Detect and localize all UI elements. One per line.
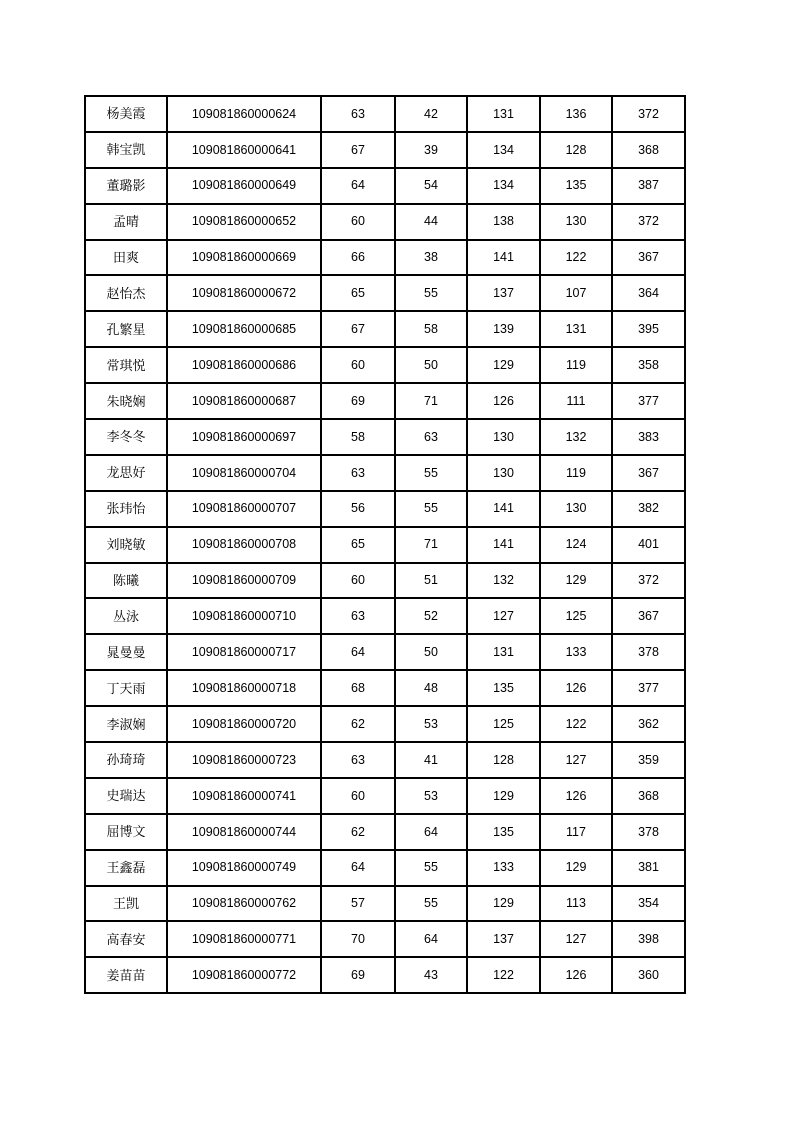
- total-score-cell: 360: [612, 957, 685, 993]
- name-cell: 丛泳: [85, 598, 167, 634]
- score-1-cell: 63: [321, 598, 395, 634]
- table-row: [85, 383, 685, 419]
- score-4-cell: 122: [540, 240, 612, 276]
- score-4-cell: 127: [540, 921, 612, 957]
- total-score-cell: 377: [612, 383, 685, 419]
- score-4-cell: 136: [540, 96, 612, 132]
- score-2-cell: 44: [395, 204, 467, 240]
- name-cell: 李淑娴: [85, 706, 167, 742]
- total-score-cell: 368: [612, 132, 685, 168]
- candidate-id-cell: 109081860000741: [167, 778, 321, 814]
- total-score-cell: 382: [612, 491, 685, 527]
- candidate-id-cell: 109081860000720: [167, 706, 321, 742]
- score-4-cell: 126: [540, 670, 612, 706]
- total-score-cell: 367: [612, 598, 685, 634]
- total-score-cell: 383: [612, 419, 685, 455]
- score-1-cell: 63: [321, 742, 395, 778]
- name-cell: 杨美霞: [85, 96, 167, 132]
- score-1-cell: 57: [321, 886, 395, 922]
- score-4-cell: 124: [540, 527, 612, 563]
- score-2-cell: 50: [395, 347, 467, 383]
- table-row: [85, 921, 685, 957]
- score-1-cell: 64: [321, 850, 395, 886]
- total-score-cell: 372: [612, 204, 685, 240]
- score-3-cell: 137: [467, 275, 540, 311]
- name-cell: 孟晴: [85, 204, 167, 240]
- name-cell: 王凯: [85, 886, 167, 922]
- candidate-id-cell: 109081860000772: [167, 957, 321, 993]
- score-4-cell: 130: [540, 204, 612, 240]
- name-cell: 赵怡杰: [85, 275, 167, 311]
- candidate-id-cell: 109081860000710: [167, 598, 321, 634]
- score-2-cell: 51: [395, 563, 467, 599]
- score-3-cell: 135: [467, 670, 540, 706]
- score-1-cell: 64: [321, 168, 395, 204]
- score-3-cell: 125: [467, 706, 540, 742]
- score-2-cell: 52: [395, 598, 467, 634]
- total-score-cell: 364: [612, 275, 685, 311]
- name-cell: 晁曼曼: [85, 634, 167, 670]
- score-2-cell: 38: [395, 240, 467, 276]
- table-body: [85, 96, 685, 993]
- total-score-cell: 367: [612, 240, 685, 276]
- name-cell: 田爽: [85, 240, 167, 276]
- score-4-cell: 107: [540, 275, 612, 311]
- table-row: [85, 311, 685, 347]
- name-cell: 张玮怡: [85, 491, 167, 527]
- score-4-cell: 129: [540, 850, 612, 886]
- name-cell: 丁天雨: [85, 670, 167, 706]
- total-score-cell: 381: [612, 850, 685, 886]
- name-cell: 孙琦琦: [85, 742, 167, 778]
- candidate-id-cell: 109081860000708: [167, 527, 321, 563]
- score-2-cell: 71: [395, 383, 467, 419]
- score-4-cell: 119: [540, 347, 612, 383]
- score-4-cell: 129: [540, 563, 612, 599]
- total-score-cell: 395: [612, 311, 685, 347]
- score-1-cell: 67: [321, 132, 395, 168]
- score-3-cell: 141: [467, 240, 540, 276]
- score-1-cell: 62: [321, 706, 395, 742]
- name-cell: 史瑞达: [85, 778, 167, 814]
- name-cell: 李冬冬: [85, 419, 167, 455]
- table-row: [85, 96, 685, 132]
- score-3-cell: 127: [467, 598, 540, 634]
- score-1-cell: 67: [321, 311, 395, 347]
- score-3-cell: 129: [467, 886, 540, 922]
- score-3-cell: 122: [467, 957, 540, 993]
- name-cell: 董璐影: [85, 168, 167, 204]
- score-2-cell: 42: [395, 96, 467, 132]
- name-cell: 常琪悦: [85, 347, 167, 383]
- table-row: [85, 347, 685, 383]
- table-row: [85, 598, 685, 634]
- score-1-cell: 68: [321, 670, 395, 706]
- total-score-cell: 377: [612, 670, 685, 706]
- name-cell: 王鑫磊: [85, 850, 167, 886]
- score-1-cell: 63: [321, 96, 395, 132]
- score-3-cell: 133: [467, 850, 540, 886]
- table-row: [85, 706, 685, 742]
- candidate-id-cell: 109081860000718: [167, 670, 321, 706]
- score-2-cell: 48: [395, 670, 467, 706]
- candidate-id-cell: 109081860000652: [167, 204, 321, 240]
- candidate-id-cell: 109081860000744: [167, 814, 321, 850]
- score-3-cell: 134: [467, 132, 540, 168]
- table-row: [85, 670, 685, 706]
- score-2-cell: 41: [395, 742, 467, 778]
- score-1-cell: 56: [321, 491, 395, 527]
- score-4-cell: 132: [540, 419, 612, 455]
- score-4-cell: 119: [540, 455, 612, 491]
- table-row: [85, 778, 685, 814]
- candidate-id-cell: 109081860000723: [167, 742, 321, 778]
- score-4-cell: 126: [540, 778, 612, 814]
- score-4-cell: 111: [540, 383, 612, 419]
- name-cell: 朱晓娴: [85, 383, 167, 419]
- score-3-cell: 131: [467, 634, 540, 670]
- table-row: [85, 850, 685, 886]
- score-3-cell: 131: [467, 96, 540, 132]
- score-2-cell: 55: [395, 491, 467, 527]
- score-3-cell: 139: [467, 311, 540, 347]
- table-row: [85, 240, 685, 276]
- score-1-cell: 58: [321, 419, 395, 455]
- score-2-cell: 50: [395, 634, 467, 670]
- score-1-cell: 60: [321, 563, 395, 599]
- name-cell: 刘晓敏: [85, 527, 167, 563]
- candidate-id-cell: 109081860000686: [167, 347, 321, 383]
- candidate-id-cell: 109081860000762: [167, 886, 321, 922]
- table-row: [85, 455, 685, 491]
- score-1-cell: 62: [321, 814, 395, 850]
- candidate-id-cell: 109081860000672: [167, 275, 321, 311]
- name-cell: 高春安: [85, 921, 167, 957]
- name-cell: 韩宝凯: [85, 132, 167, 168]
- score-3-cell: 126: [467, 383, 540, 419]
- candidate-id-cell: 109081860000669: [167, 240, 321, 276]
- score-3-cell: 134: [467, 168, 540, 204]
- table-row: [85, 132, 685, 168]
- score-3-cell: 129: [467, 778, 540, 814]
- table-row: [85, 886, 685, 922]
- score-3-cell: 137: [467, 921, 540, 957]
- candidate-id-cell: 109081860000649: [167, 168, 321, 204]
- table-row: [85, 275, 685, 311]
- score-2-cell: 53: [395, 706, 467, 742]
- score-3-cell: 132: [467, 563, 540, 599]
- score-2-cell: 55: [395, 886, 467, 922]
- total-score-cell: 401: [612, 527, 685, 563]
- name-cell: 陈曦: [85, 563, 167, 599]
- score-4-cell: 126: [540, 957, 612, 993]
- candidate-id-cell: 109081860000709: [167, 563, 321, 599]
- total-score-cell: 398: [612, 921, 685, 957]
- score-3-cell: 130: [467, 455, 540, 491]
- name-cell: 屈博文: [85, 814, 167, 850]
- name-cell: 孔繁星: [85, 311, 167, 347]
- score-4-cell: 128: [540, 132, 612, 168]
- candidate-id-cell: 109081860000685: [167, 311, 321, 347]
- score-1-cell: 66: [321, 240, 395, 276]
- score-2-cell: 53: [395, 778, 467, 814]
- score-1-cell: 69: [321, 957, 395, 993]
- score-2-cell: 64: [395, 814, 467, 850]
- table-row: [85, 742, 685, 778]
- score-4-cell: 117: [540, 814, 612, 850]
- table-row: [85, 814, 685, 850]
- name-cell: 龙思好: [85, 455, 167, 491]
- score-2-cell: 54: [395, 168, 467, 204]
- score-2-cell: 55: [395, 850, 467, 886]
- score-1-cell: 65: [321, 275, 395, 311]
- candidate-id-cell: 109081860000749: [167, 850, 321, 886]
- score-2-cell: 55: [395, 455, 467, 491]
- score-1-cell: 60: [321, 778, 395, 814]
- score-4-cell: 133: [540, 634, 612, 670]
- score-2-cell: 63: [395, 419, 467, 455]
- total-score-cell: 378: [612, 634, 685, 670]
- score-2-cell: 43: [395, 957, 467, 993]
- score-1-cell: 69: [321, 383, 395, 419]
- total-score-cell: 372: [612, 96, 685, 132]
- score-3-cell: 130: [467, 419, 540, 455]
- score-2-cell: 71: [395, 527, 467, 563]
- score-4-cell: 127: [540, 742, 612, 778]
- candidate-id-cell: 109081860000771: [167, 921, 321, 957]
- score-4-cell: 130: [540, 491, 612, 527]
- score-3-cell: 128: [467, 742, 540, 778]
- total-score-cell: 359: [612, 742, 685, 778]
- score-2-cell: 64: [395, 921, 467, 957]
- candidate-id-cell: 109081860000624: [167, 96, 321, 132]
- score-1-cell: 64: [321, 634, 395, 670]
- score-4-cell: 122: [540, 706, 612, 742]
- score-1-cell: 60: [321, 204, 395, 240]
- score-1-cell: 70: [321, 921, 395, 957]
- candidate-id-cell: 109081860000641: [167, 132, 321, 168]
- name-cell: 姜苗苗: [85, 957, 167, 993]
- total-score-cell: 378: [612, 814, 685, 850]
- score-2-cell: 58: [395, 311, 467, 347]
- score-2-cell: 55: [395, 275, 467, 311]
- table-row: [85, 957, 685, 993]
- candidate-id-cell: 109081860000687: [167, 383, 321, 419]
- table-row: [85, 419, 685, 455]
- score-3-cell: 138: [467, 204, 540, 240]
- table-row: [85, 527, 685, 563]
- candidate-id-cell: 109081860000697: [167, 419, 321, 455]
- table-row: [85, 204, 685, 240]
- table-row: [85, 491, 685, 527]
- score-3-cell: 141: [467, 491, 540, 527]
- total-score-cell: 354: [612, 886, 685, 922]
- total-score-cell: 367: [612, 455, 685, 491]
- total-score-cell: 362: [612, 706, 685, 742]
- scores-table: [84, 95, 686, 994]
- score-3-cell: 129: [467, 347, 540, 383]
- candidate-id-cell: 109081860000717: [167, 634, 321, 670]
- table-row: [85, 563, 685, 599]
- score-4-cell: 135: [540, 168, 612, 204]
- total-score-cell: 358: [612, 347, 685, 383]
- candidate-id-cell: 109081860000704: [167, 455, 321, 491]
- total-score-cell: 387: [612, 168, 685, 204]
- candidate-id-cell: 109081860000707: [167, 491, 321, 527]
- score-4-cell: 125: [540, 598, 612, 634]
- score-3-cell: 141: [467, 527, 540, 563]
- score-1-cell: 65: [321, 527, 395, 563]
- score-4-cell: 131: [540, 311, 612, 347]
- score-1-cell: 60: [321, 347, 395, 383]
- score-1-cell: 63: [321, 455, 395, 491]
- table-row: [85, 168, 685, 204]
- table-row: [85, 634, 685, 670]
- total-score-cell: 368: [612, 778, 685, 814]
- total-score-cell: 372: [612, 563, 685, 599]
- score-3-cell: 135: [467, 814, 540, 850]
- score-4-cell: 113: [540, 886, 612, 922]
- score-2-cell: 39: [395, 132, 467, 168]
